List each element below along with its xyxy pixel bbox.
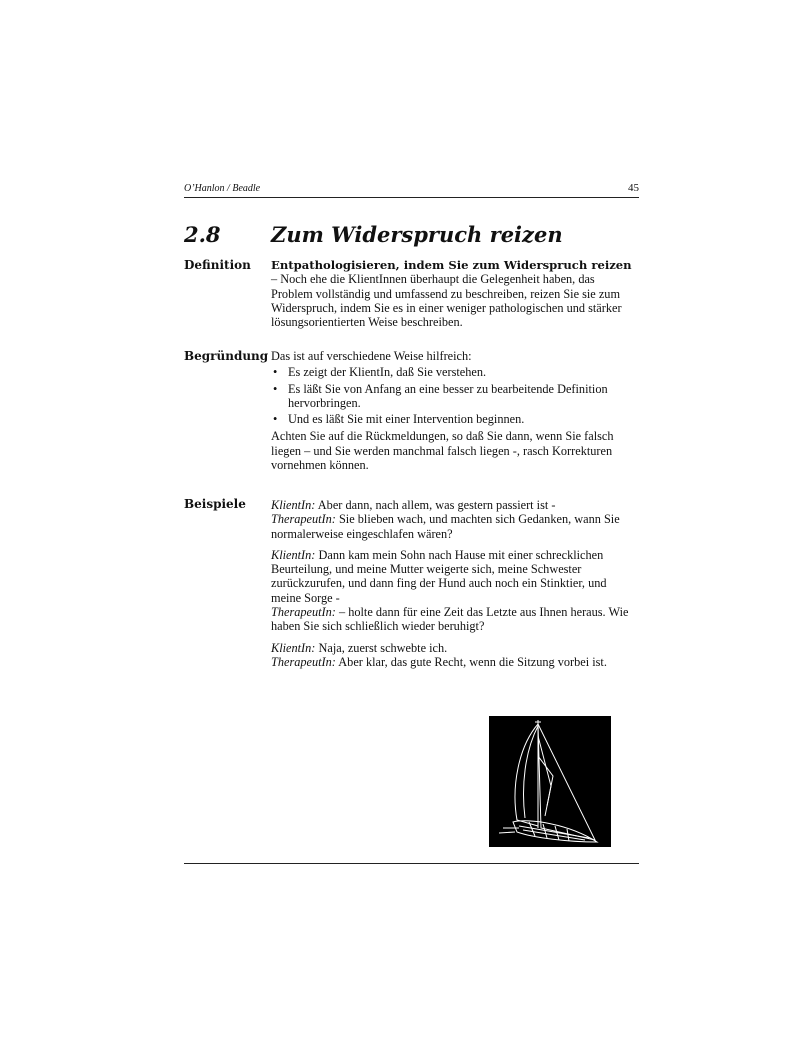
sailboat-drawing [489,716,611,847]
speaker-client: KlientIn: [271,547,316,562]
section-title: Zum Widerspruch reizen [271,222,563,247]
begruendung-intro: Das ist auf verschiedene Weise hilfreich: [271,349,472,363]
begruendung-closing: Achten Sie auf die Rückmeldungen, so daß Sie dann, wenn Sie falsch liegen – und Sie werden manchmal falsch liegen -, rasch Korrekturen vornehmen können. [271,429,614,473]
begruendung-text [271,349,639,472]
example-1: KlientIn: Aber dann, nach allem, was gestern passiert ist - TherapeutIn: Sie blieben wach, und machten sich Gedanken, wann Sie normalerweise eingeschlafen wären? [271,498,620,541]
speaker-therapist: TherapeutIn: [271,605,336,620]
begruendung-label: Begründung [184,349,269,363]
list-item: • Es läßt Sie von Anfang an eine besser zu bearbeitende Definition hervorbringen. [273,381,608,410]
sailboat-icon [489,716,611,847]
speaker-therapist: TherapeutIn: [271,654,336,669]
definition-label: Definition [184,258,251,272]
beispiele-text [271,498,639,669]
speaker-client: KlientIn: [271,640,316,655]
footer-rule [184,863,639,864]
definition-dash: – [271,272,278,287]
example-3: KlientIn: Naja, zuerst schwebte ich. TherapeutIn: Aber klar, das gute Recht, wenn die Sitzung vorbei ist. [271,640,607,669]
beispiele-label: Beispiele [184,497,246,511]
definition-text [271,258,639,329]
running-header [184,181,639,198]
definition-body: Noch ehe die KlientInnen überhaupt die Gelegenheit haben, das Problem vollständig und umfassend zu beschreiben, reizen Sie sie zum Widerspruch, indem Sie es in einer weniger pathologischen und stärker lösungsorientierten Weise beschreiben. [271,272,622,330]
example-2: KlientIn: Dann kam mein Sohn nach Hause mit einer schrecklichen Beurteilung, und meine Mutter weigerte sich, meine Schwester zurückzurufen, und dann fing der Hund auch noch ein Stinktier, und meine Sorge - TherapeutIn: – holte dann für eine Zeit das Letzte aus Ihnen heraus. Wie haben Sie sich schließlich wieder beruhigt? [271,547,629,634]
list-item: • Und es läßt Sie mit einer Intervention beginnen. [273,412,525,427]
bullet-icon: • [273,365,278,380]
section-number: 2.8 [184,222,221,247]
list-item: • Es zeigt der KlientIn, daß Sie verstehen. [273,365,487,380]
page-number: 45 [628,182,639,194]
bullet-icon: • [273,412,278,427]
speaker-therapist: TherapeutIn: [271,512,336,527]
bullet-icon: • [273,381,278,396]
header-author: O’Hanlon / Beadle [184,183,261,194]
definition-lead: Entpathologisieren, indem Sie zum Widerspruch reizen [271,258,632,272]
begruendung-list [271,365,639,426]
speaker-client: KlientIn: [271,498,316,512]
